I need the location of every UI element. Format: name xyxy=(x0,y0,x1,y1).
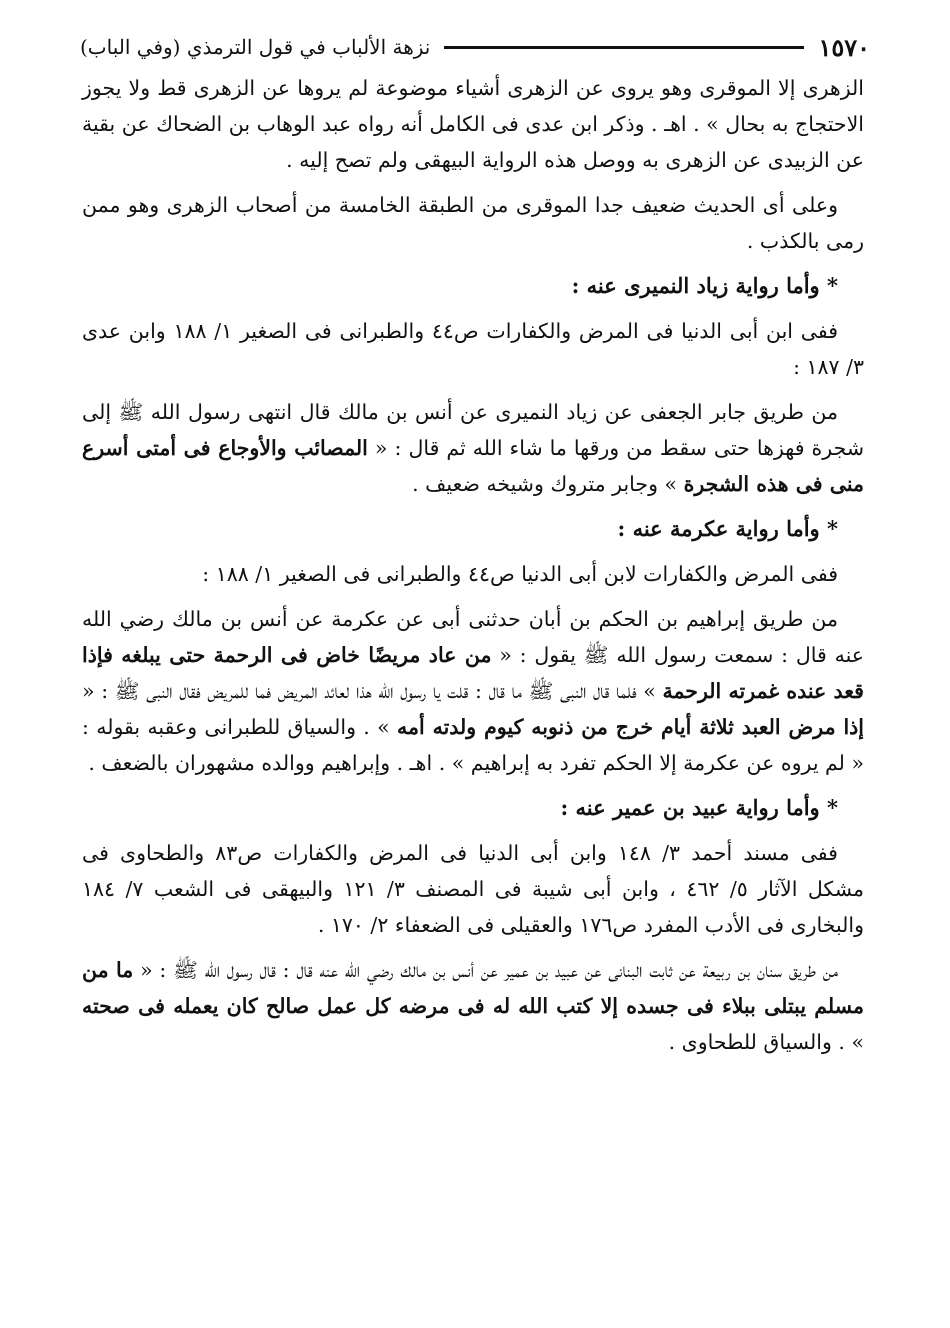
page-body xyxy=(82,70,864,1308)
running-title: نزهة الألباب في قول الترمذي (وفي الباب) xyxy=(80,35,431,59)
header-rule xyxy=(444,46,804,49)
paragraph: ففى ابن أبى الدنيا فى المرض والكفارات ص٤٤ والطبرانى فى الصغير ١/ ١٨٨ وابن عدى ٣/ ١٨٧ : xyxy=(82,319,864,379)
text-span: » . والسياق للطحاوى . xyxy=(668,1030,864,1054)
hadith-text: المصائب والأوجاع فى أمتى أسرع منى فى هذه الشجرة xyxy=(82,436,864,496)
paragraph: الزهرى إلا الموقرى وهو يروى عن الزهرى أشياء موضوعة لم يروها عن الزهرى قط ولا يجوز الاحتجاج به بحال » . اهـ . وذكر ابن عدى فى الكامل أنه رواه عبد الوهاب بن الضحاك عن بقية عن الزبيدى عن الزهرى به ووصل هذه الرواية البيهقى ولم تصح إليه . xyxy=(82,76,864,172)
text-span: من طريق سنان بن ربيعة عن ثابت البنانى عن عبيد بن عمير عن أنس بن مالك رضي الله عنه قال : قال رسول الله ﷺ : « xyxy=(140,958,838,982)
section-heading: * وأما رواية عكرمة عنه : xyxy=(617,516,838,541)
paragraph xyxy=(82,952,864,1060)
text-span: من طريق جابر الجعفى عن زياد النميرى عن أنس بن مالك قال انتهى رسول الله ﷺ إلى شجرة فهزها حتى سقط من ورقها ما شاء الله ثم قال : « xyxy=(82,400,864,460)
hadith-text: من عاد مريضًا خاض فى الرحمة حتى يبلغه فإذا قعد عنده غمرته الرحمة xyxy=(82,643,864,703)
paragraph: ففى المرض والكفارات لابن أبى الدنيا ص٤٤ والطبرانى فى الصغير ١/ ١٨٨ : xyxy=(202,562,838,586)
hadith-text: ما من مسلم يبتلى ببلاء فى جسده إلا كتب الله له فى مرضه كل عمل صالح كان يعمله فى صحته xyxy=(82,958,864,1018)
paragraph xyxy=(82,394,864,502)
text-span: » وجابر متروك وشيخه ضعيف . xyxy=(412,472,678,496)
paragraph: ففى مسند أحمد ٣/ ١٤٨ وابن أبى الدنيا فى المرض والكفارات ص٨٣ والطحاوى فى مشكل الآثار ٥/ ٤٦٢ ، وابن أبى شيبة فى المصنف ٣/ ١٢١ والبيهقى فى الشعب ٧/ ١٨٤ والبخارى فى الأدب المفرد ص١٧٦ والعقيلى فى الضعفاء ٢/ ١٧٠ . xyxy=(82,841,864,937)
section-heading: * وأما رواية عبيد بن عمير عنه : xyxy=(560,795,838,820)
text-span: من طريق إبراهيم بن الحكم بن أبان حدثنى أبى عن عكرمة عن أنس بن مالك رضي الله عنه قال : سمعت رسول الله ﷺ يقول : « xyxy=(82,607,864,667)
paragraph xyxy=(82,601,864,781)
section-heading: * وأما رواية زياد النميرى عنه : xyxy=(571,273,838,298)
text-span: » . والسياق للطبرانى وعقبه بقوله : « لم يروه عن عكرمة إلا الحكم تفرد به إبراهيم » . اهـ . وإبراهيم ووالده مشهوران بالضعف . xyxy=(82,715,864,775)
hadith-text: إذا مرض العبد ثلاثة أيام خرج من ذنوبه كيوم ولدته أمه xyxy=(396,715,864,739)
page-header xyxy=(80,30,870,64)
page-number: ١٥٧٠ xyxy=(818,32,870,62)
text-span: » فلما قال النبى ﷺ ما قال : قلت يا رسول الله هذا لعائد المريض فما للمريض فقال النبى ﷺ : « xyxy=(82,679,656,703)
paragraph: وعلى أى الحديث ضعيف جدا الموقرى من الطبقة الخامسة من أصحاب الزهرى وهو ممن رمى بالكذب . xyxy=(82,193,864,253)
